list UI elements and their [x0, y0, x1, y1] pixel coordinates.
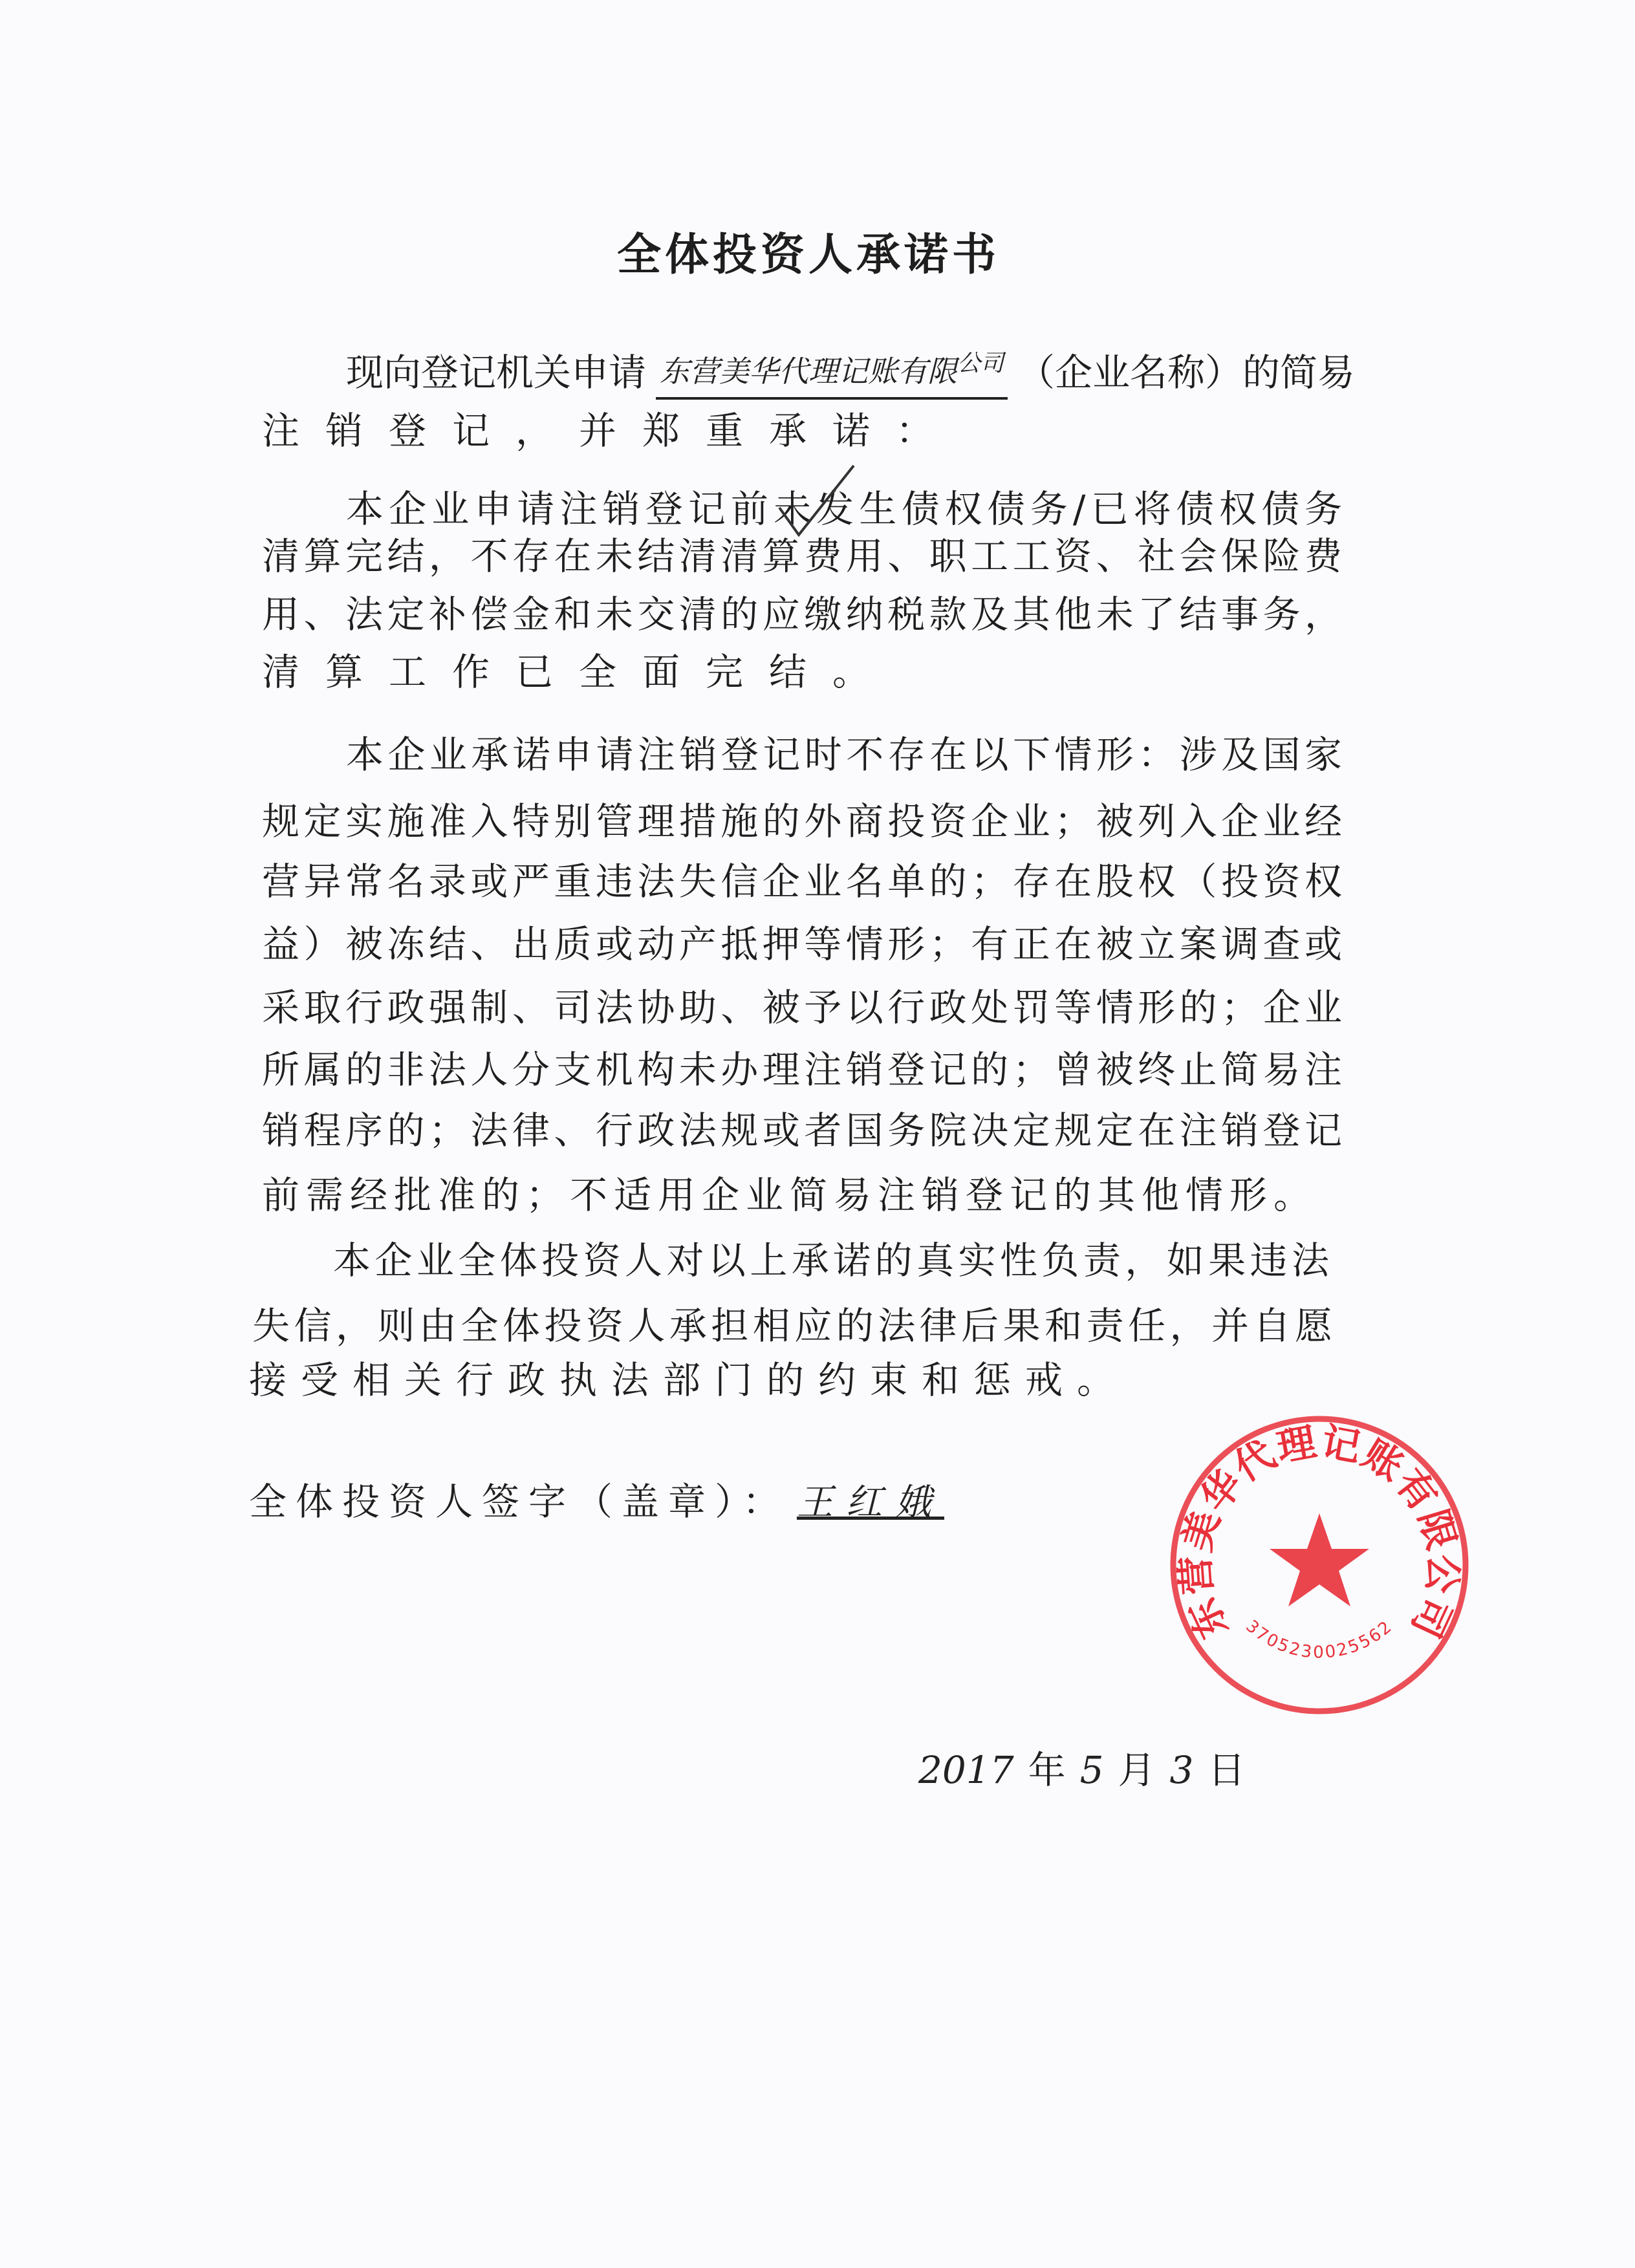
intro-prefix: 现向登记机关申请: [346, 351, 647, 394]
paragraph-3-line: 所属的非法人分支机构未办理注销登记的；曾被终止简易注: [262, 1048, 1342, 1092]
paragraph-3-line: 营异常名录或严重违法失信企业名单的；存在股权（投资权: [262, 859, 1342, 903]
paragraph-3-line: 采取行政强制、司法协助、被予以行政处罚等情形的；企业: [262, 986, 1342, 1030]
date-day: 3: [1169, 1748, 1194, 1792]
intro-suffix: （企业名称）的简易: [1017, 351, 1355, 394]
seal-company-arc: 东营美华代理记账有限公司: [1173, 1419, 1466, 1646]
date-year: 2017: [918, 1748, 1014, 1792]
signature-label: 全体投资人签字（盖章）：: [249, 1480, 790, 1524]
signature-line: [249, 1471, 944, 1526]
paragraph-2-line: 清算完结，不存在未结清清算费用、职工工资、社会保险费: [262, 534, 1342, 578]
paragraph-1-line-1: [346, 347, 1355, 398]
seal-code: 3705230025562: [1242, 1616, 1397, 1663]
svg-text:3705230025562: [1242, 1617, 1396, 1663]
star-icon: [1270, 1513, 1369, 1606]
date-month-unit: 月: [1118, 1748, 1156, 1792]
date-month: 5: [1079, 1748, 1104, 1792]
paragraph-2-line: 用、法定补偿金和未交清的应缴纳税款及其他未了结事务，: [262, 592, 1342, 636]
paragraph-3-line: 规定实施准入特别管理措施的外商投资企业；被列入企业经: [262, 799, 1342, 843]
paragraph-3-line: 本企业承诺申请注销登记时不存在以下情形：涉及国家: [346, 733, 1342, 777]
paragraph-4-line: 失信，则由全体投资人承担相应的法律后果和责任，并自愿: [252, 1304, 1332, 1348]
date-day-unit: 日: [1207, 1748, 1246, 1792]
company-seal: [1164, 1410, 1475, 1720]
paragraph-3-line: 益）被冻结、出质或动产抵押等情形；有正在被立案调查或: [262, 922, 1342, 966]
paragraph-4-line: 本企业全体投资人对以上承诺的真实性负责，如果违法: [333, 1238, 1329, 1282]
paragraph-4-line: 接受相关行政执法部门的约束和惩戒。: [249, 1358, 1129, 1402]
paragraph-2-line: 清算工作已全面完结。: [262, 650, 896, 694]
document-title: 全体投资人承诺书: [616, 230, 1000, 281]
date-line: [918, 1740, 1259, 1794]
checkmark-icon: [773, 462, 857, 540]
company-name-handwritten: [656, 345, 1008, 400]
date-year-unit: 年: [1028, 1748, 1066, 1792]
signature-handwritten: 王红娥: [797, 1482, 945, 1524]
company-name-text: 东营美华代理记账有限: [659, 354, 957, 389]
paragraph-3-line: 前需经批准的；不适用企业简易注销登记的其他情形。: [262, 1173, 1318, 1217]
paragraph-1-line-2: 注销登记，并郑重承诺：: [262, 409, 960, 453]
paragraph-2-line: 本企业申请注销登记前未发生债权债务/已将债权债务: [346, 487, 1342, 531]
paragraph-3-line: 销程序的；法律、行政法规或者国务院决定规定在注销登记: [262, 1108, 1342, 1152]
company-name-suffix: 公司: [957, 350, 1004, 377]
